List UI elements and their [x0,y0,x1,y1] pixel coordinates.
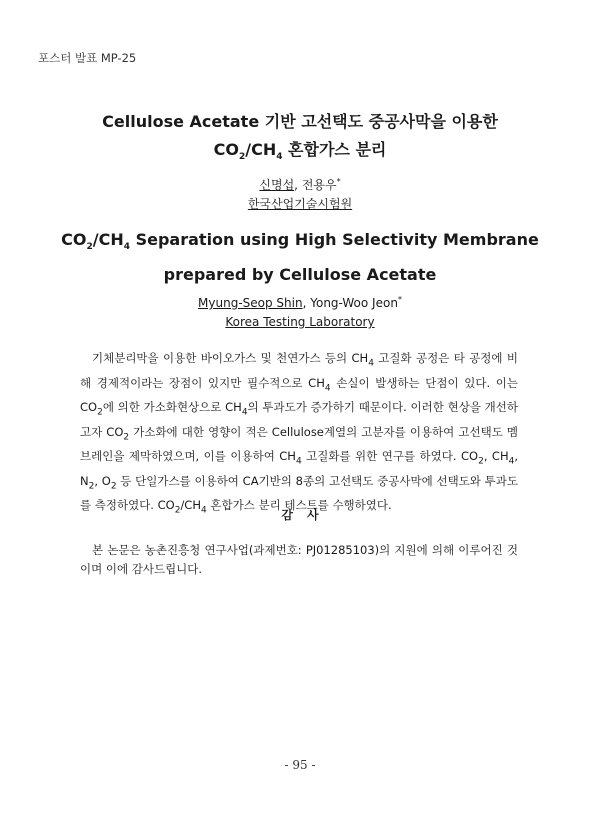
presenter-name-en: Myung-Seop Shin [198,296,303,310]
abstract-text: 고질화를 위한 연구를 하였다. CO [301,449,479,463]
subscript: 2 [478,456,484,467]
separator: , [294,178,302,192]
corresponding-mark: * [336,177,341,186]
subscript: 2 [97,407,103,418]
abstract-text: 기체분리막을 이용한 바이오가스 및 천연가스 등의 CH [92,351,369,365]
subscript: 4 [368,358,374,369]
abstract-text: 고질화 공정은 타 공정에 비해 경제적이라는 장점이 있지만 필수적으로 CH [80,351,518,390]
korean-title-line-2 [0,136,600,171]
subscript: 4 [241,407,248,418]
coauthor-name-en: Yong-Woo Jeon [310,296,398,310]
title-text: CO [61,230,87,249]
korean-title [0,108,600,171]
abstract-text: 손실이 발생하는 단점이 있다. 이는 CO [80,375,518,414]
korean-authors [0,172,600,214]
english-authors [0,290,600,332]
subscript: 2 [88,480,95,491]
english-title-line-2: prepared by Cellulose Acetate [163,265,437,285]
english-affiliation: Korea Testing Laboratory [225,315,375,329]
title-text: 혼합가스 분리 [282,140,387,159]
acknowledgement-paragraph: 본 논문은 농촌진흥청 연구사업(과제번호: PJ01285103)의 지원에 의해 이루어진 것이며 이에 감사드립니다. [80,543,518,577]
subscript: 4 [295,456,302,467]
english-title [0,226,600,289]
subscript: 2 [123,431,130,442]
english-title-line-1 [0,226,600,261]
abstract-text: , CH [483,449,509,463]
acknowledgement-heading: 감사 [281,508,333,522]
korean-affiliation: 한국산업기술시험원 [247,197,353,211]
coauthor-name: 전용우 [301,178,337,192]
corresponding-mark-en: * [397,295,402,304]
subscript: 4 [508,456,515,467]
presenter-name: 신명섭 [259,178,295,192]
abstract-text: 의 투과도가 증가하기 때문이다. 이러한 현상을 개선하고자 CO [80,400,519,439]
subscript: 4 [123,242,131,253]
subscript: 2 [238,152,246,163]
title-text: CO [213,140,239,159]
separator: , [302,296,311,310]
title-text: Separation using High Selectivity Membrane [130,230,539,249]
abstract-text: /CH [180,498,201,512]
subscript: 4 [276,152,283,163]
title-text: /CH [92,230,124,249]
abstract-text: , O [94,473,111,488]
subscript: 2 [86,242,93,253]
subscript: 4 [324,382,331,393]
abstract-text: 혼합가스 분리 테스트를 수행하였다. [206,498,392,512]
korean-title-line-1: Cellulose Acetate 기반 고선택도 중공사막을 이용한 [102,112,498,131]
session-label: 포스터 발표 MP-25 [38,51,137,65]
subscript: 2 [110,480,117,491]
abstract-text: , N [80,449,519,488]
abstract-text: 가소화에 대한 영향이 적은 Cellulose계열의 고분자를 이용하여 고선택도 멤브레인을 제막하였으며, 이를 이용하여 CH [80,424,518,463]
page-number: - 95 - [284,758,316,772]
abstract-paragraph [80,349,518,521]
english-author-line [0,290,600,313]
abstract-text: 에 의한 가소화현상으로 CH [102,400,242,414]
abstract-text: 등 단일가스를 이용하여 CA기반의 8종의 고선택도 중공사막에 선택도와 투과도를 측정하였다. CO [80,473,518,512]
subscript: 2 [174,505,181,516]
subscript: 4 [201,505,207,516]
korean-author-line [0,172,600,195]
title-text: /CH [245,140,277,159]
